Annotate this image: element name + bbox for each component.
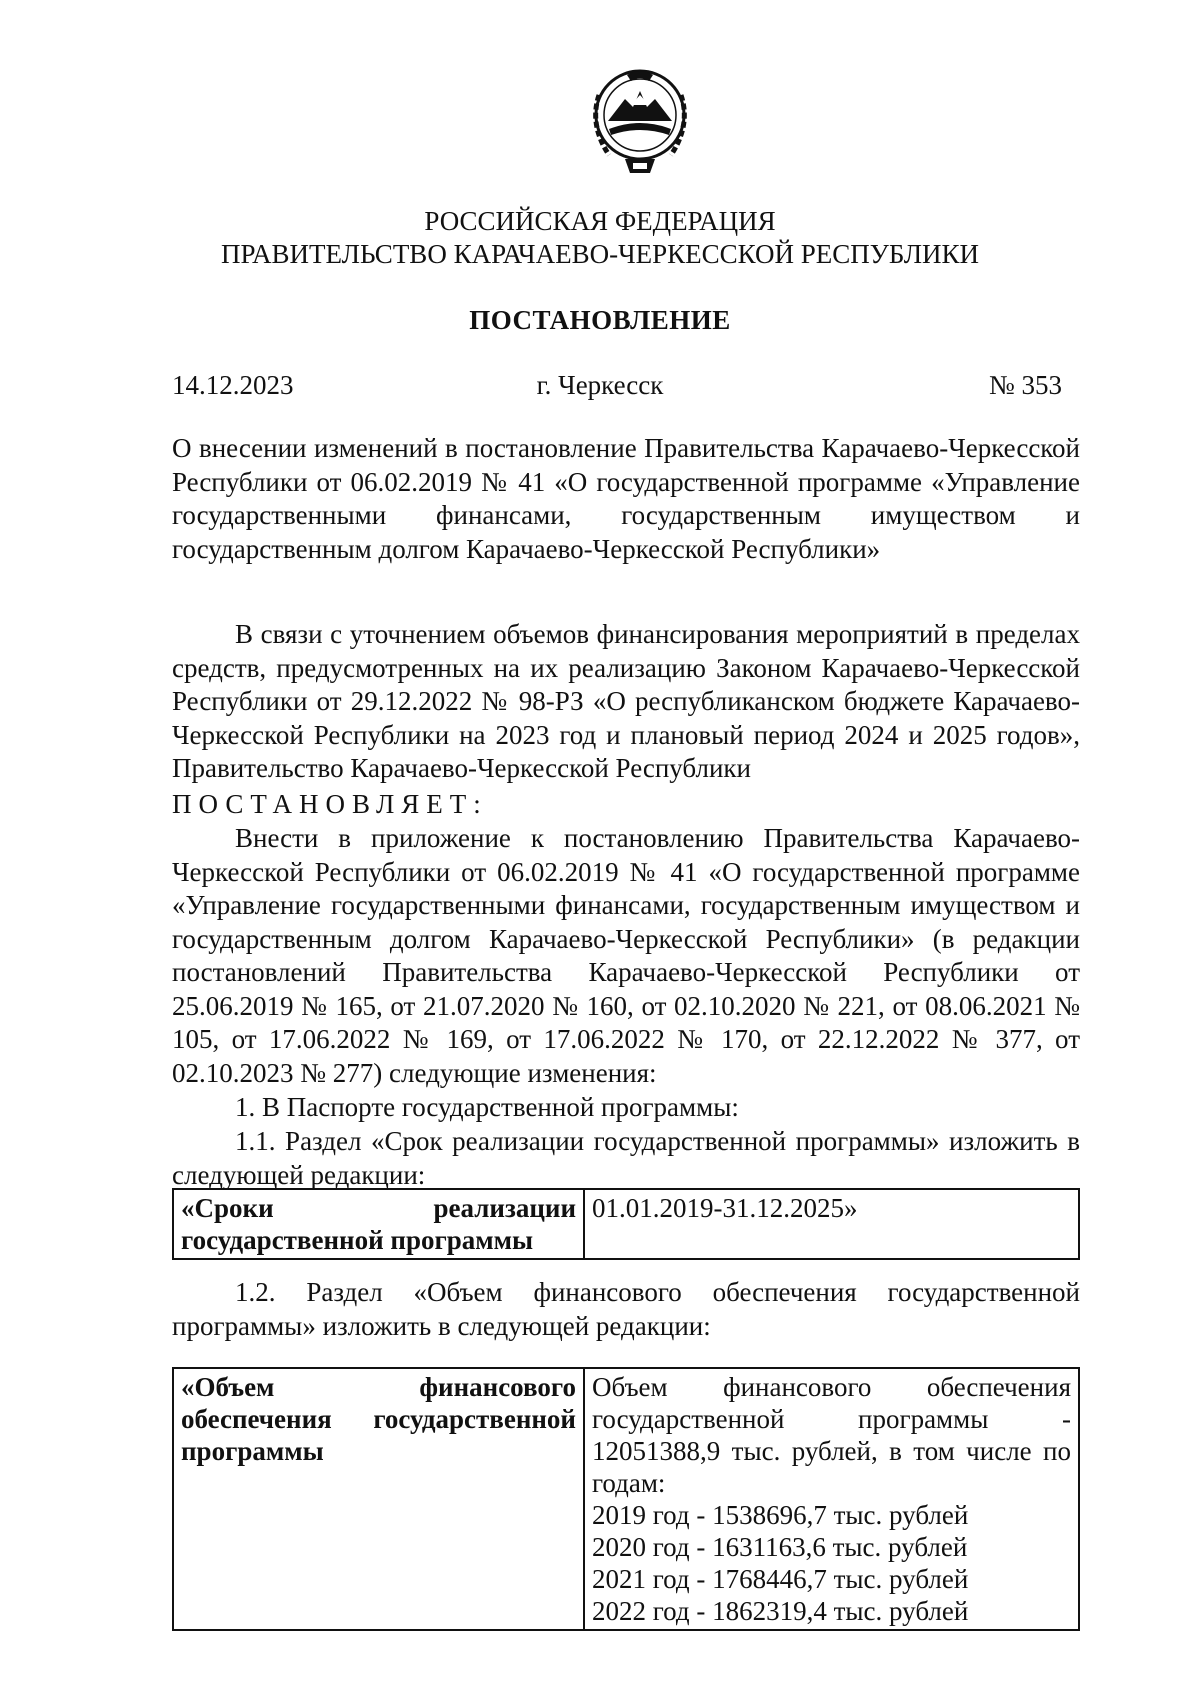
program-funding-table xyxy=(172,1367,1080,1631)
document-city: г. Черкесск xyxy=(536,370,664,400)
funding-label-cell: «Объем финансового обеспечения государственной программы xyxy=(173,1368,584,1630)
decree-word: ПОСТАНОВЛЯЕТ: xyxy=(172,789,488,819)
funding-year-line: 2019 год - 1538696,7 тыс. рублей xyxy=(592,1500,969,1530)
document-subject: О внесении изменений в постановление Правительства Карачаево-Черкесской Республики от 06.02.2019 № 41 «О государственной программе «Управление государственными финансами, государственным имуществом и государственным долгом Карачаево-Черкесской Республики» xyxy=(172,433,1080,564)
term-label-cell: «Сроки реализации государственной программы xyxy=(173,1189,584,1259)
coat-of-arms-emblem xyxy=(575,55,705,185)
funding-year-line: 2022 год - 1862319,4 тыс. рублей xyxy=(592,1596,969,1626)
funding-year-line: 2020 год - 1631163,6 тыс. рублей xyxy=(592,1532,968,1562)
item-1-2: 1.2. Раздел «Объем финансового обеспечения государственной программы» изложить в следующей редакции: xyxy=(172,1277,1080,1341)
funding-year-line: 2021 год - 1768446,7 тыс. рублей xyxy=(592,1564,969,1594)
term-value-cell: 01.01.2019-31.12.2025» xyxy=(584,1189,1079,1259)
item-1-1: 1.1. Раздел «Срок реализации государственной программы» изложить в следующей редакции: xyxy=(172,1126,1080,1190)
main-paragraph: Внести в приложение к постановлению Правительства Карачаево-Черкесской Республики от 06.02.2019 № 41 «О государственной программе «Управление государственными финансами, государственным имуществом и государственным долгом Карачаево-Черкесской Республики» (в редакции постановлений Правительства Карачаево-Черкесской Республики от 25.06.2019 № 165, от 21.07.2020 № 160, от 02.10.2020 № 221, от 08.06.2021 № 105, от 17.06.2022 № 169, от 17.06.2022 № 170, от 22.12.2022 № 377, от 02.10.2023 № 277) следующие изменения: xyxy=(172,823,1080,1088)
funding-intro: Объем финансового обеспечения государственной программы - 12051388,9 тыс. рублей, в том числе по годам: xyxy=(592,1372,1071,1498)
header-line-country: РОССИЙСКАЯ ФЕДЕРАЦИЯ xyxy=(424,206,776,236)
document-date: 14.12.2023 xyxy=(172,370,294,400)
table-row xyxy=(173,1368,1079,1630)
table-row xyxy=(173,1189,1079,1259)
document-number: № 353 xyxy=(988,370,1062,400)
header-line-government: ПРАВИТЕЛЬСТВО КАРАЧАЕВО-ЧЕРКЕССКОЙ РЕСПУБЛИКИ xyxy=(220,239,980,269)
item-1: 1. В Паспорте государственной программы: xyxy=(235,1092,739,1122)
preamble-paragraph: В связи с уточнением объемов финансирования мероприятий в пределах средств, предусмотренных на их реализацию Законом Карачаево-Черкесской Республики от 29.12.2022 № 98-РЗ «О республиканском бюджете Карачаево-Черкесской Республики на 2023 год и плановый период 2024 и 2025 годов», Правительство Карачаево-Черкесской Республики xyxy=(172,619,1080,783)
document-header xyxy=(0,205,1200,271)
document-type-title: ПОСТАНОВЛЕНИЕ xyxy=(469,305,731,335)
program-term-table xyxy=(172,1188,1080,1260)
funding-value-cell xyxy=(584,1368,1079,1630)
